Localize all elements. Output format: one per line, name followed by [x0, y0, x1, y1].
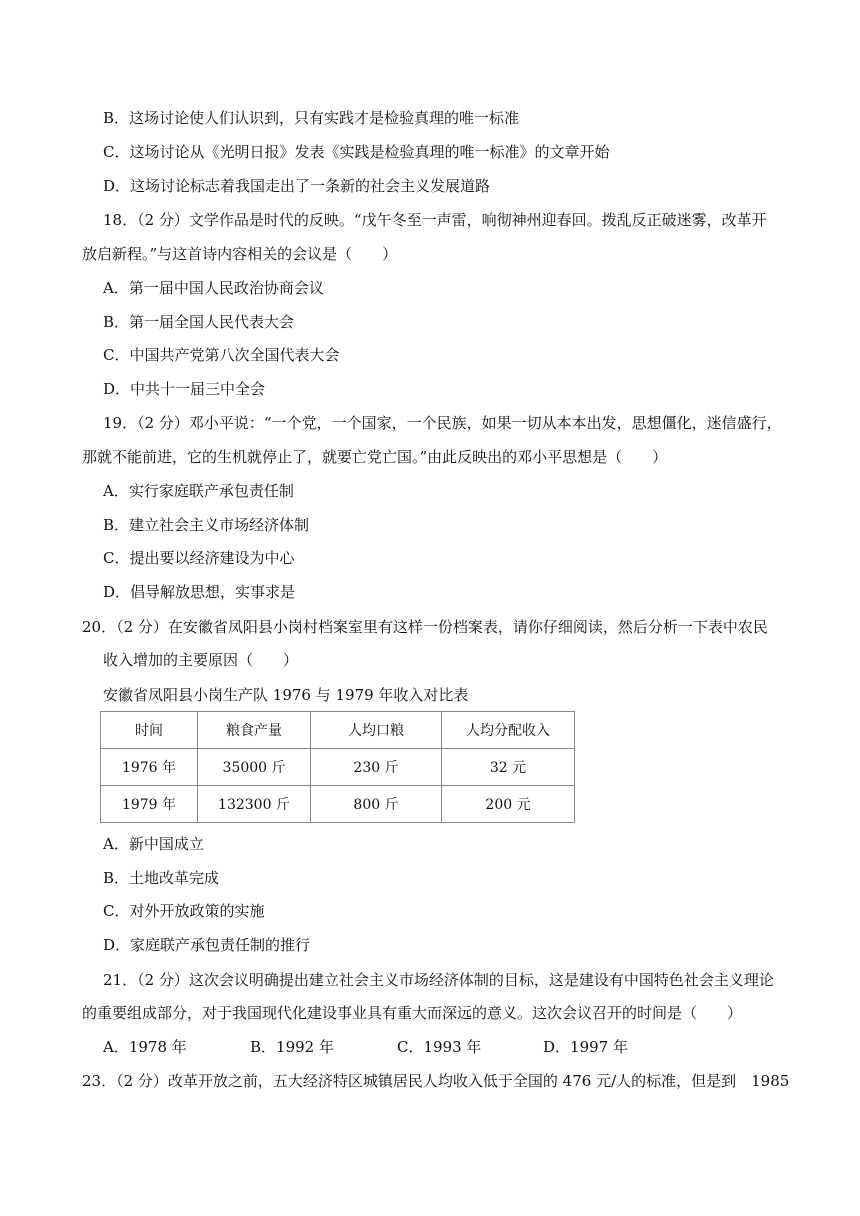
q19-option-c: C．提出要以经济建设为中心 [103, 549, 295, 567]
q21-stem-line2: 的重要组成部分，对于我国现代化建设事业具有重大而深远的意义。这次会议召开的时间是（ ） [82, 1004, 743, 1022]
q19-option-a: A．实行家庭联产承包责任制 [103, 482, 294, 500]
q19-stem-line1: 19．（2 分）邓小平说：“一个党，一个国家，一个民族，如果一切从本本出发，思想僵化，迷信盛行， [103, 414, 782, 432]
q18-option-b: B．第一届全国人民代表大会 [103, 313, 295, 331]
q18-stem-line1: 18．（2 分）文学作品是时代的反映。“戊午冬至一声雷，响彻神州迎春回。拨乱反正破迷雾，改革开 [103, 211, 767, 229]
table-cell: 230 斤 [311, 749, 442, 786]
q20-table-title: 安徽省凤阳县小岗生产队 1976 与 1979 年收入对比表 [103, 686, 469, 704]
table-header-cell: 粮食产量 [198, 712, 311, 749]
q21-option-c: C．1993 年 [397, 1038, 482, 1056]
table-cell: 1979 年 [101, 786, 198, 823]
table-cell: 1976 年 [101, 749, 198, 786]
q19-option-b: B．建立社会主义市场经济体制 [103, 516, 310, 534]
table-header-cell: 人均口粮 [311, 712, 442, 749]
table-cell: 132300 斤 [198, 786, 311, 823]
q17-option-d: D．这场讨论标志着我国走出了一条新的社会主义发展道路 [103, 177, 491, 195]
table-cell: 800 斤 [311, 786, 442, 823]
q20-option-c: C．对外开放政策的实施 [103, 902, 265, 920]
q21-stem-line1: 21．（2 分）这次会议明确提出建立社会主义市场经济体制的目标，这是建设有中国特色社会主义理论 [103, 971, 774, 989]
q20-stem-line2: 收入增加的主要原因（ ） [103, 651, 299, 669]
q18-option-a: A．第一届中国人民政治协商会议 [103, 279, 324, 297]
q18-stem-line2: 放启新程。”与这首诗内容相关的会议是（ ） [82, 245, 398, 263]
table-row [101, 786, 575, 823]
q21-option-d: D．1997 年 [543, 1038, 628, 1056]
table-cell: 32 元 [442, 749, 575, 786]
q21-option-b: B．1992 年 [250, 1038, 334, 1056]
q17-option-b: B．这场讨论使人们认识到，只有实践才是检验真理的唯一标准 [103, 109, 520, 127]
q17-option-c: C．这场讨论从《光明日报》发表《实践是检验真理的唯一标准》的文章开始 [103, 143, 610, 161]
q20-option-a: A．新中国成立 [103, 835, 204, 853]
table-row [101, 749, 575, 786]
table-header-cell: 时间 [101, 712, 198, 749]
q20-option-b: B．土地改革完成 [103, 869, 220, 887]
q21-option-a: A．1978 年 [103, 1038, 187, 1056]
table-cell: 35000 斤 [198, 749, 311, 786]
table-header-row [101, 712, 575, 749]
q18-option-d: D．中共十一届三中全会 [103, 380, 266, 398]
q19-option-d: D．倡导解放思想，实事求是 [103, 583, 296, 601]
table-cell: 200 元 [442, 786, 575, 823]
q18-option-c: C．中国共产党第八次全国代表大会 [103, 346, 340, 364]
q23-stem-line1: 23．（2 分）改革开放之前，五大经济特区城镇居民人均收入低于全国的 476 元/人的标准，但是到 1985 [82, 1072, 790, 1090]
q20-stem-line1: 20．（2 分）在安徽省凤阳县小岗村档案室里有这样一份档案表，请你仔细阅读，然后分析一下表中农民 [82, 618, 768, 636]
table-header-cell: 人均分配收入 [442, 712, 575, 749]
q20-option-d: D．家庭联产承包责任制的推行 [103, 936, 311, 954]
income-comparison-table [100, 711, 575, 823]
q19-stem-line2: 那就不能前进，它的生机就停止了，就要亡党亡国。”由此反映出的邓小平思想是（ ） [82, 448, 668, 466]
